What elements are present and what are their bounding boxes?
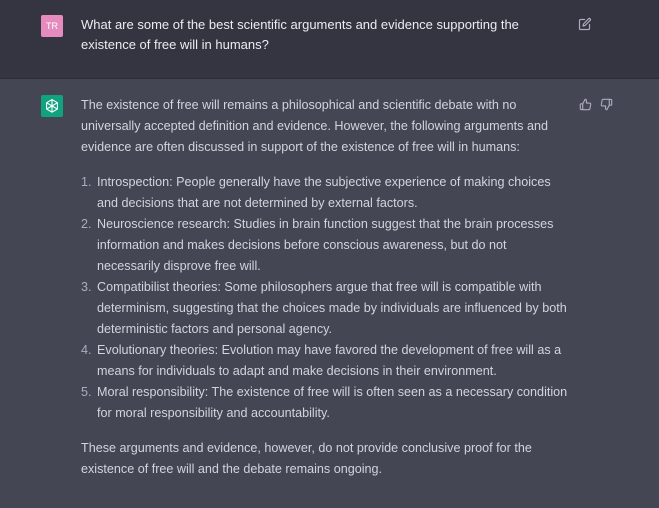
list-item-text: Neuroscience research: Studies in brain function suggest that the brain processes information and makes decisions before conscious awareness, but do not necessarily disprove free will. — [97, 217, 554, 273]
list-item — [81, 172, 571, 214]
list-item — [81, 382, 571, 424]
assistant-message-content — [81, 95, 571, 480]
list-item-number: 1. — [81, 175, 92, 189]
list-item — [81, 277, 571, 340]
list-item-number: 3. — [81, 280, 92, 294]
list-item-number: 2. — [81, 217, 92, 231]
user-avatar: TR — [41, 15, 63, 37]
edit-icon[interactable] — [578, 17, 592, 31]
list-item-text: Introspection: People generally have the subjective experience of making choices and decisions that are not determined by external factors. — [97, 175, 551, 210]
list-item — [81, 214, 571, 277]
assistant-conclusion: These arguments and evidence, however, do not provide conclusive proof for the existence of free will and the debate remains ongoing. — [81, 441, 532, 476]
assistant-intro: The existence of free will remains a philosophical and scientific debate with no universally accepted definition and evidence. However, the following arguments and evidence are often discussed in support of the existence of free will in humans: — [81, 98, 548, 154]
user-message-row — [0, 0, 659, 79]
user-message-text: What are some of the best scientific arguments and evidence supporting the existence of free will in humans? — [81, 17, 519, 52]
list-item-number: 5. — [81, 385, 92, 399]
list-item-text: Moral responsibility: The existence of free will is often seen as a necessary condition for moral responsibility and accountability. — [97, 385, 568, 420]
arguments-list — [81, 172, 571, 424]
list-item-text: Compatibilist theories: Some philosophers argue that free will is compatible with determinism, suggesting that the choices made by individuals are influenced by both deterministic factors and personal agency. — [97, 280, 567, 336]
list-item — [81, 340, 571, 382]
openai-logo-icon — [44, 98, 60, 114]
assistant-avatar — [41, 95, 63, 117]
list-item-number: 4. — [81, 343, 92, 357]
list-item-text: Evolutionary theories: Evolution may have favored the development of free will as a means for individuals to adapt and make decisions in their environment. — [97, 343, 562, 378]
thumbs-up-icon[interactable] — [579, 98, 592, 111]
assistant-message-row — [0, 79, 659, 508]
thumbs-down-icon[interactable] — [600, 98, 613, 111]
